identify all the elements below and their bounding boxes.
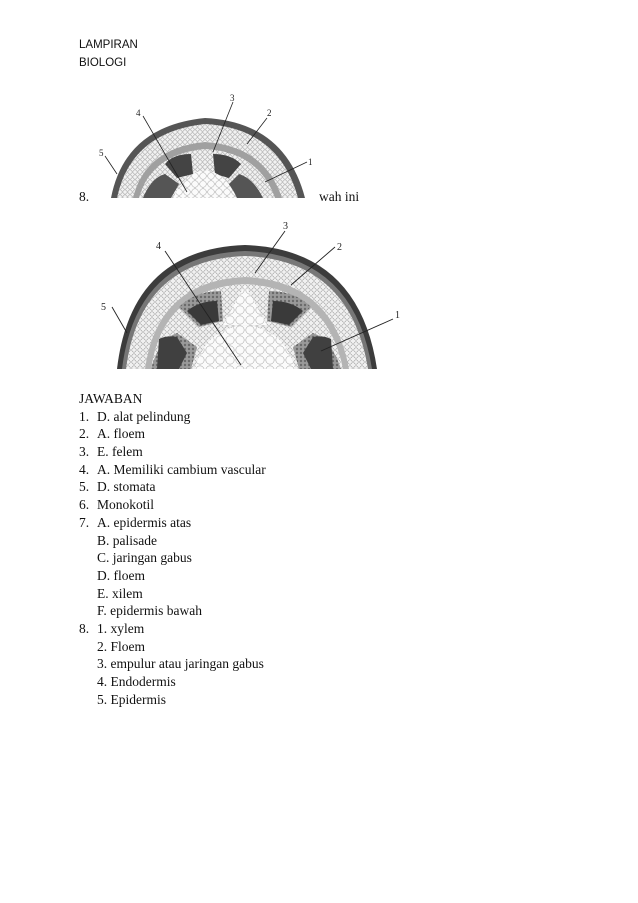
answer-number: 3. bbox=[79, 444, 90, 460]
diagram-small-label-3: 3 bbox=[230, 93, 235, 103]
answer-text: A. epidermis atas bbox=[97, 514, 192, 530]
diagram-small-label-1: 1 bbox=[308, 157, 313, 167]
answer-8-sub-5: 5. Epidermis bbox=[97, 691, 166, 707]
answer-number: 6. bbox=[79, 497, 90, 513]
diagram-small-label-2: 2 bbox=[267, 108, 272, 118]
answers-heading: JAWABAN bbox=[79, 391, 143, 406]
answer-number: 8. bbox=[79, 620, 90, 636]
answer-7-sub-c: C. jaringan gabus bbox=[97, 550, 192, 566]
diagram-large-label-2: 2 bbox=[337, 242, 342, 253]
diagram-large-label-1: 1 bbox=[395, 310, 400, 321]
answer-number: 4. bbox=[79, 461, 90, 477]
answer-7-sub-b: B. palisade bbox=[97, 532, 157, 548]
answer-number: 1. bbox=[79, 408, 90, 424]
answer-item-7 bbox=[79, 514, 499, 532]
diagram-large-label-5: 5 bbox=[101, 302, 106, 313]
answers-section bbox=[79, 390, 499, 708]
answer-text: A. floem bbox=[97, 426, 145, 442]
answer-item-3 bbox=[79, 443, 499, 461]
answer-item-2 bbox=[79, 425, 499, 443]
answer-number: 5. bbox=[79, 479, 90, 495]
answer-item-8 bbox=[79, 620, 499, 638]
stem-diagram-large bbox=[95, 215, 415, 373]
answer-7-sub-e: E. xilem bbox=[97, 585, 143, 601]
answer-8-sub-2: 2. Floem bbox=[97, 638, 146, 654]
stem-diagram-small bbox=[95, 92, 325, 202]
answer-text: D. stomata bbox=[97, 479, 156, 495]
answer-text: D. alat pelindung bbox=[97, 408, 191, 424]
answer-number: 7. bbox=[79, 514, 90, 530]
answer-7-sub-d: D. floem bbox=[97, 567, 145, 583]
diagram-small-label-5: 5 bbox=[99, 148, 104, 158]
question-8-number: 8. bbox=[79, 189, 90, 204]
diagram-large-label-3: 3 bbox=[283, 221, 288, 232]
answer-item-1 bbox=[79, 408, 499, 426]
answer-8-sub-3: 3. empulur atau jaringan gabus bbox=[97, 656, 264, 672]
answer-8-sub-4: 4. Endodermis bbox=[97, 674, 176, 689]
answer-item-6 bbox=[79, 496, 499, 514]
header-line-1: LAMPIRAN bbox=[79, 39, 138, 51]
diagram-large-label-4: 4 bbox=[156, 241, 161, 252]
answer-text: Monokotil bbox=[97, 497, 155, 513]
answer-text: 1. xylem bbox=[97, 620, 145, 636]
answer-number: 2. bbox=[79, 426, 90, 442]
answer-item-5 bbox=[79, 478, 499, 496]
diagram-small-label-4: 4 bbox=[136, 108, 141, 118]
answer-item-4 bbox=[79, 461, 499, 479]
answer-text: E. felem bbox=[97, 444, 143, 460]
question-8-trailing-text: wah ini bbox=[319, 189, 360, 204]
answer-7-sub-f: F. epidermis bawah bbox=[97, 603, 203, 619]
answer-text: A. Memiliki cambium vascular bbox=[97, 461, 266, 477]
header-line-2: BIOLOGI bbox=[79, 57, 127, 69]
